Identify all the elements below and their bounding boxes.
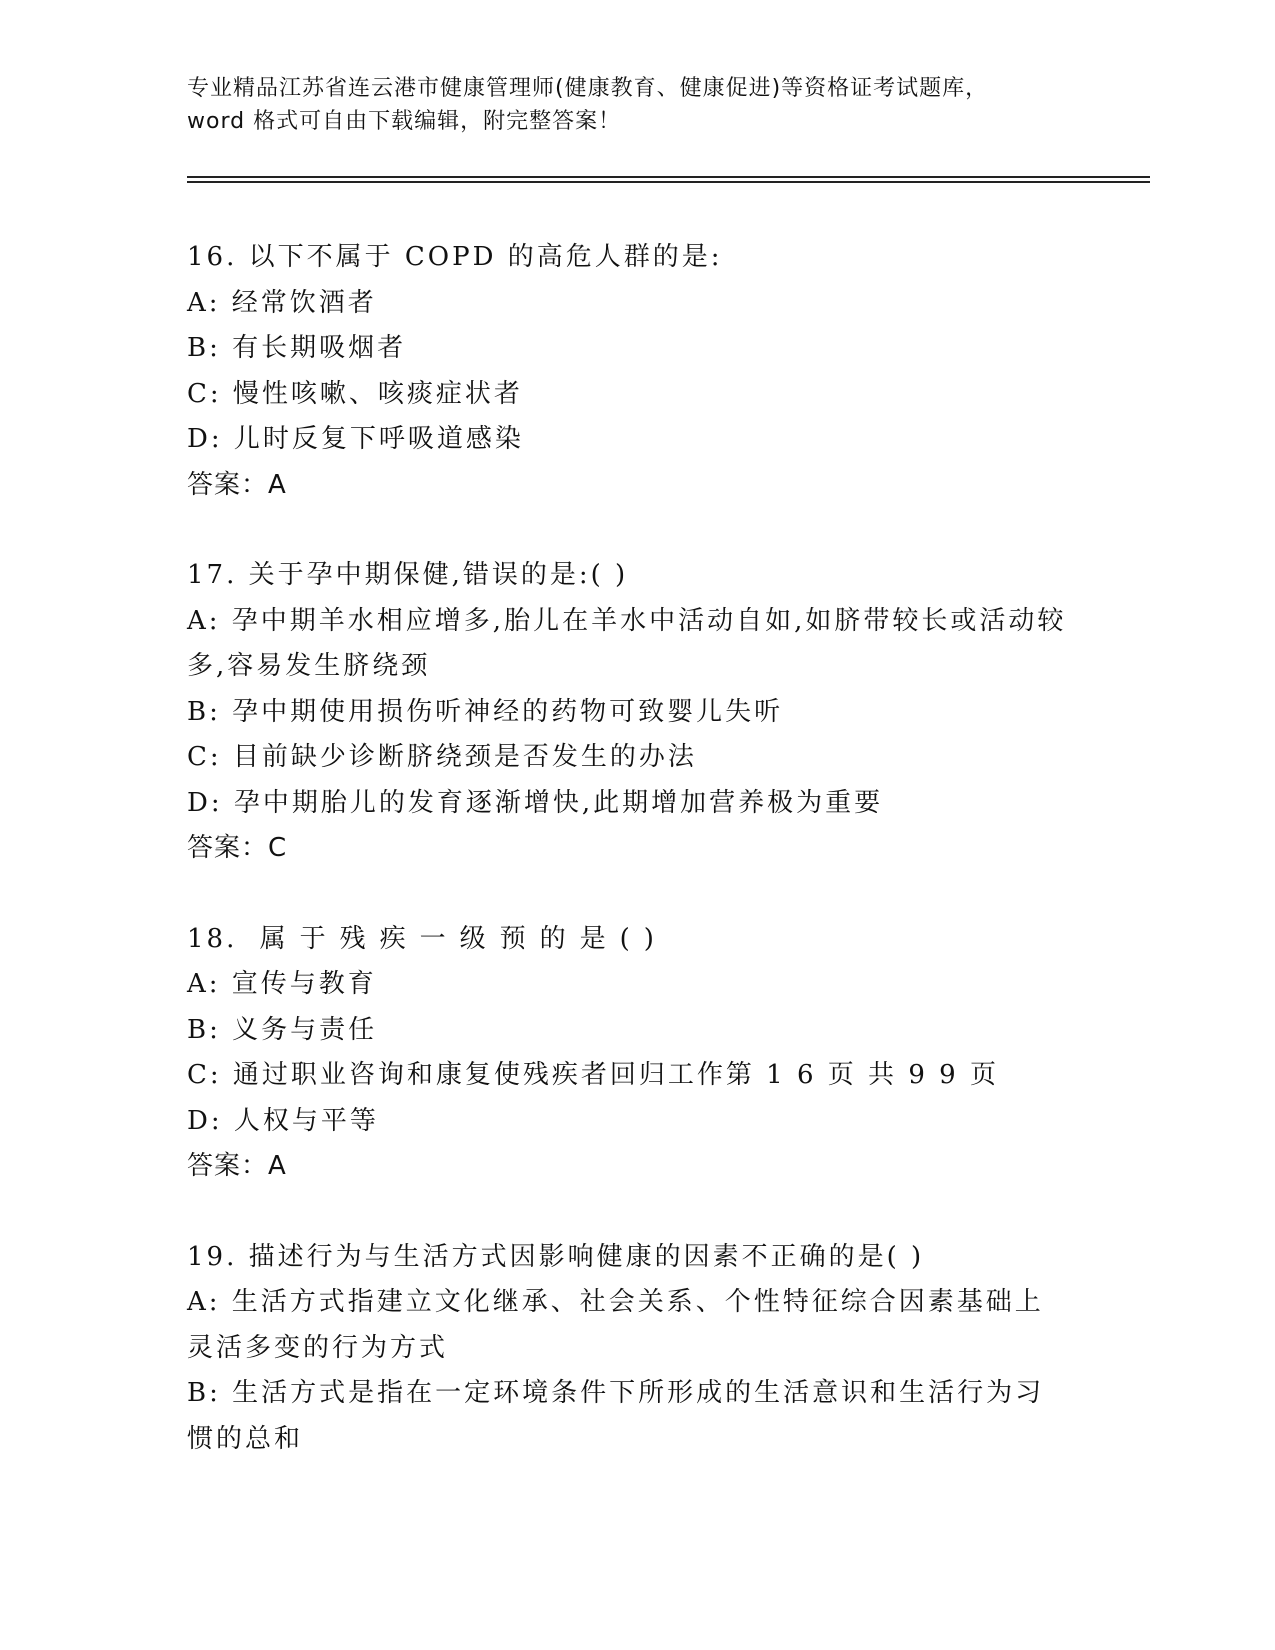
header-line-2: word 格式可自由下载编辑，附完整答案！	[187, 109, 622, 134]
question-number: 18.	[187, 923, 238, 954]
question-number: 16.	[187, 242, 238, 272]
option-d: D: 儿时反复下呼吸道感染	[187, 424, 524, 454]
option-c: C: 通过职业咨询和康复使残疾者回归工作第 1 6 页 共 9 9 页	[187, 1060, 999, 1090]
question-text: 关于孕中期保健,错误的是:( )	[248, 560, 629, 590]
option-b: B: 义务与责任	[187, 1014, 378, 1045]
document-header	[187, 72, 1087, 138]
option-c: C: 目前缺少诊断脐绕颈是否发生的办法	[187, 742, 697, 772]
question-19	[187, 1235, 1067, 1463]
option-d: D: 人权与平等	[187, 1105, 379, 1136]
option-b: B: 有长期吸烟者	[187, 333, 407, 363]
question-stem	[187, 917, 1067, 963]
option-b: B: 生活方式是指在一定环境条件下所形成的生活意识和生活行为习惯的总和	[187, 1378, 1045, 1454]
header-divider-bottom	[187, 181, 1150, 183]
option-b: B: 孕中期使用损伤听神经的药物可致婴儿失听	[187, 696, 784, 727]
question-text: 以下不属于 COPD 的高危人群的是:	[248, 242, 723, 272]
option-c: C: 慢性咳嗽、咳痰症状者	[187, 378, 523, 409]
question-16	[187, 235, 1067, 508]
header-line-1: 专业精品江苏省连云港市健康管理师(健康教育、健康促进)等资格证考试题库，	[187, 76, 989, 101]
question-stem	[187, 235, 1067, 281]
question-17	[187, 553, 1067, 872]
question-stem	[187, 553, 1067, 599]
option-a: A: 经常饮酒者	[187, 287, 377, 318]
option-a: A: 宣传与教育	[187, 969, 377, 999]
header-divider-top	[187, 176, 1150, 178]
answer-label: 答案：C	[187, 833, 288, 863]
option-d: D: 孕中期胎儿的发育逐渐增快,此期增加营养极为重要	[187, 787, 884, 818]
question-text: 属于残疾一级预的是()	[259, 923, 668, 954]
question-number: 19.	[187, 1241, 238, 1272]
question-text: 描述行为与生活方式因影响健康的因素不正确的是( )	[248, 1241, 925, 1272]
answer-label: 答案：A	[187, 469, 287, 500]
option-a: A: 孕中期羊水相应增多,胎儿在羊水中活动自如,如脐带较长或活动较多,容易发生脐绕颈	[187, 605, 1067, 681]
question-18	[187, 917, 1067, 1190]
question-number: 17.	[187, 560, 238, 590]
answer-label: 答案：A	[187, 1151, 287, 1181]
option-a: A: 生活方式指建立文化继承、社会关系、个性特征综合因素基础上灵活多变的行为方式	[187, 1287, 1044, 1363]
question-list	[187, 235, 1067, 1507]
question-stem	[187, 1235, 1067, 1281]
